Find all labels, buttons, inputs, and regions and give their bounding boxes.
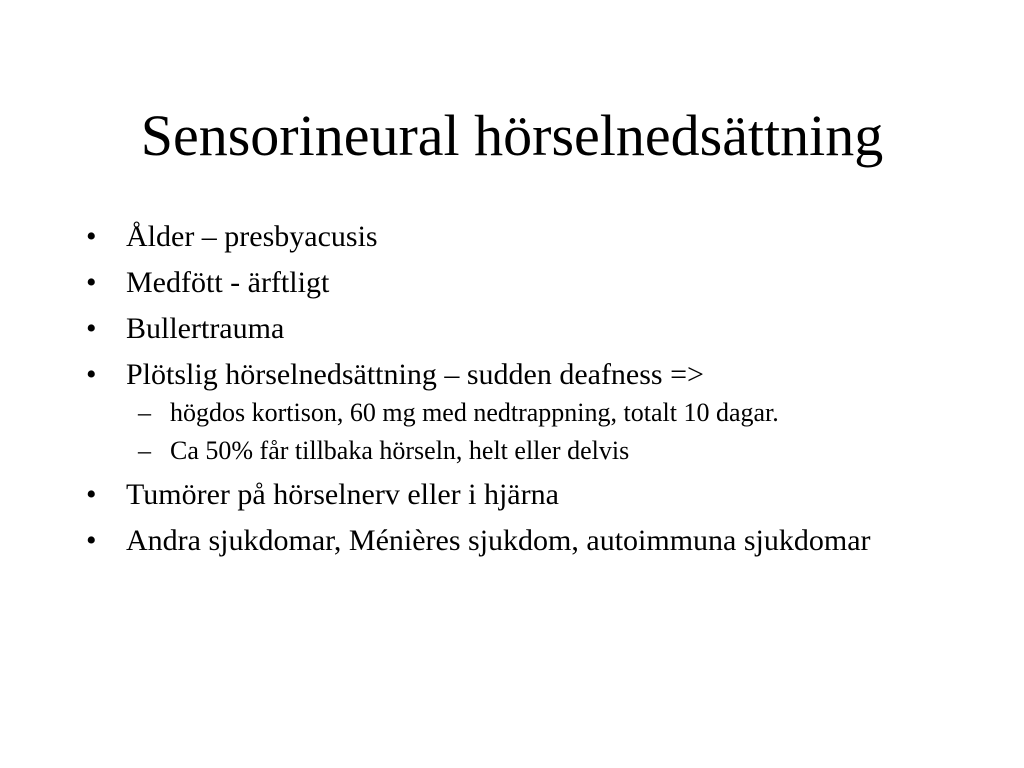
bullet-marker: • [86, 220, 97, 253]
sub-bullet-item [126, 398, 966, 428]
sub-bullet-marker: – [138, 398, 151, 427]
sub-bullet-list [126, 398, 966, 466]
bullet-text: Andra sjukdomar, Ménières sjukdom, autoimmuna sjukdomar [126, 524, 871, 557]
bullet-text: Medfött - ärftligt [126, 266, 330, 299]
bullet-marker: • [86, 266, 97, 299]
sub-bullet-marker: – [138, 436, 151, 465]
bullet-item [86, 266, 966, 300]
bullet-item [86, 478, 966, 512]
bullet-list [86, 220, 966, 570]
bullet-marker: • [86, 358, 97, 391]
bullet-marker: • [86, 312, 97, 345]
bullet-text: Plötslig hörselnedsättning – sudden deafness => [126, 358, 704, 391]
slide-title: Sensorineural hörselnedsättning [140, 103, 884, 168]
bullet-item [86, 358, 966, 466]
bullet-item [86, 312, 966, 346]
sub-bullet-text: högdos kortison, 60 mg med nedtrappning, totalt 10 dagar. [170, 398, 779, 427]
sub-bullet-text: Ca 50% får tillbaka hörseln, helt eller delvis [170, 436, 630, 465]
bullet-text: Tumörer på hörselnerv eller i hjärna [126, 478, 559, 511]
bullet-marker: • [86, 524, 97, 557]
bullet-marker: • [86, 478, 97, 511]
bullet-text: Ålder – presbyacusis [126, 220, 378, 253]
bullet-item [86, 220, 966, 254]
bullet-text: Bullertrauma [126, 312, 285, 345]
bullet-item [86, 524, 966, 558]
sub-bullet-item [126, 436, 966, 466]
